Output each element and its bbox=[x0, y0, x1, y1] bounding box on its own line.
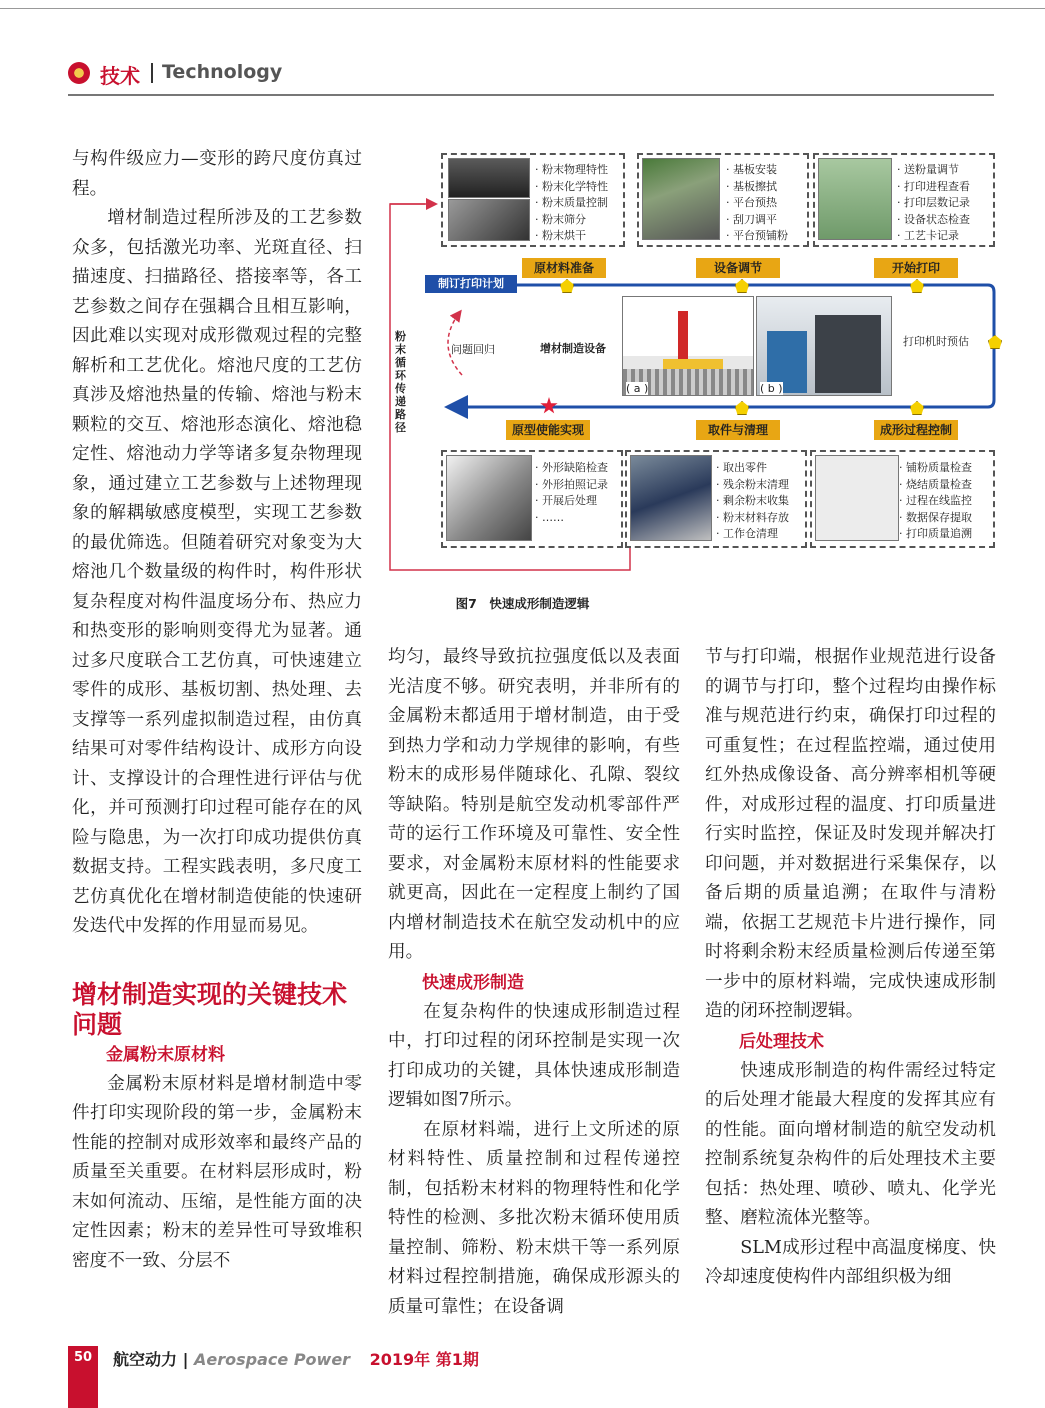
paragraph: 均匀，最终导致抗拉强度低以及表面光洁度不够。研究表明，并非所有的金属粉末都适用于增材制造，由于受到热力学和动力学规律的影响，有些粉末的成形易伴随球化、孔隙、裂纹等缺陷。特别是航空发动机零部件严苛的运行工作环境及可靠性、安全性要求，对金属粉末原材料的性能要求就更高，因此在一定程度上制约了国内增材制造技术在航空发动机中的应用。 bbox=[388, 647, 680, 962]
journal-name-en: Aerospace Power bbox=[194, 1350, 351, 1369]
printed-part-image bbox=[446, 455, 532, 541]
fig-list-raw-material: · 粉末物理特性 · 粉末化学特性 · 粉末质量控制 · 粉末筛分 · 粉末烘干 bbox=[535, 163, 608, 242]
header-separator bbox=[151, 63, 153, 83]
paragraph: 节与打印端，根据作业规范进行设备的调节与打印，整个过程均由操作标准与规范进行约束，确保打印过程的可重复性；在过程监控端，通过使用红外热成像设备、高分辨率相机等硬件，对成形过程的温度、打印质量进行实时监控，保证及时发现并解决打印问题，并对数据进行采集保存，以备后期的质量追溯；在取件与清粉端，依据工艺规范卡片进行操作，同时将剩余粉末经质量检测后传递至第一步中的原材料端，完成快速成形制造的闭环控制逻辑。 bbox=[705, 647, 996, 1021]
subheading: 快速成形制造 bbox=[422, 972, 524, 993]
powder-removal-image bbox=[630, 455, 712, 541]
subheading: 金属粉末原材料 bbox=[106, 1044, 225, 1065]
header-rule bbox=[68, 94, 994, 96]
top-rule bbox=[0, 8, 1045, 9]
fig-list-equipment: · 基板安装 · 基板擦拭 · 平台预热 · 刮刀调平 · 平台预铺粉 bbox=[726, 163, 788, 242]
melt-pool-schematic-image bbox=[622, 296, 754, 396]
stage-equipment-adjust: 设备调节 bbox=[696, 258, 780, 278]
equipment-label: 增材制造设备 bbox=[540, 342, 606, 355]
stage-part-removal: 取件与清理 bbox=[696, 420, 780, 440]
paragraph: 与构件级应力—变形的跨尺度仿真过程。 bbox=[72, 149, 362, 199]
subfigure-a-label: ( a ) bbox=[626, 382, 649, 395]
printer-machine-image bbox=[756, 296, 892, 396]
page-number: 50 bbox=[73, 1350, 93, 1365]
paragraph: 金属粉末原材料是增材制造中零件打印实现阶段的第一步，金属粉末性能的控制对成形效率和最终产品的质量至关重要。在材料层形成时，粉末如何流动、压缩，是性能方面的决定性因素；粉末的差异性可导致堆积密度不一致、分层不 bbox=[72, 1073, 362, 1271]
journal-name-cn: 航空动力 bbox=[113, 1350, 178, 1369]
preheat-label: 打印机时预估 bbox=[903, 335, 969, 348]
journal-logo-icon bbox=[68, 62, 90, 84]
stage-raw-material: 原材料准备 bbox=[522, 258, 606, 278]
fig-list-process-control: · 铺粉质量检查 · 烧结质量检查 · 过程在线监控 · 数据保存提取 · 打印质量追溯 bbox=[899, 461, 972, 540]
subfigure-b-label: ( b ) bbox=[760, 382, 783, 395]
figure-caption: 图7 快速成形制造逻辑 bbox=[455, 596, 590, 611]
stage-process-control: 成形过程控制 bbox=[874, 420, 958, 440]
section-title: 增材制造实现的关键技术问题 bbox=[72, 979, 348, 1039]
footer-separator: | bbox=[182, 1350, 189, 1369]
fig-list-prototype: · 外形缺陷检查 · 外形拍照记录 · 开展后处理 · …… bbox=[535, 461, 608, 524]
monitoring-image bbox=[815, 455, 899, 541]
print-plan-label: 制订打印计划 bbox=[425, 275, 517, 293]
subheading: 后处理技术 bbox=[739, 1031, 824, 1052]
column-1 bbox=[72, 145, 362, 1276]
return-label: 问题回归 bbox=[451, 343, 495, 356]
paragraph: 增材制造过程所涉及的工艺参数众多，包括激光功率、光斑直径、扫描速度、扫描路径、搭接率等，各工艺参数之间存在强耦合且相互影响，因此难以实现对成形微观过程的完整解析和工艺优化。熔池尺度的工艺仿真涉及熔池热量的传输、熔池与粉末颗粒的交互、熔池形态演化、熔池稳定性、熔池动力学等诸多复杂物理现象，通过建立工艺参数与上述物理现象的解耦敏感度模型，实现工艺参数的最优筛选。但随着研究对象变为大熔池几个数量级的构件时，构件形状复杂程度对构件温度场分布、热应力和热变形的影响则变得尤为显著。通过多尺度联合工艺仿真，可快速建立零件的成形、基板切割、热处理、去支撑等一系列虚拟制造过程，由仿真结果可对零件结构设计、成形方向设计、支撑设计的合理性进行评估与优化，并可预测打印过程可能存在的风险与隐患，为一次打印成功提供仿真数据支持。工程实践表明，多尺度工艺仿真优化在增材制造使能的快速研发迭代中发挥的作用显而易见。 bbox=[72, 208, 362, 936]
stage-start-printing: 开始打印 bbox=[874, 258, 958, 278]
section-label-cn: 技术 bbox=[100, 64, 140, 88]
paragraph: SLM成形过程中高温度梯度、快冷却速度使构件内部组织极为细 bbox=[705, 1237, 996, 1287]
fig-list-removal: · 取出零件 · 残余粉末清理 · 剩余粉末收集 · 粉末材料存放 · 工作仓清理 bbox=[716, 461, 789, 540]
column-3 bbox=[705, 643, 996, 1293]
powder-loop-label: 粉末循环传递路径 bbox=[395, 330, 406, 434]
issue-label: 2019年 第1期 bbox=[369, 1350, 479, 1369]
column-2 bbox=[388, 643, 680, 1322]
paragraph: 在复杂构件的快速成形制造过程中，打印过程的闭环控制是实现一次打印成功的关键，具体快速成形制造逻辑如图7所示。 bbox=[388, 1001, 680, 1110]
paragraph: 快速成形制造的构件需经过特定的后处理才能最大程度的发挥其应有的性能。面向增材制造的航空发动机控制系统复杂构件的后处理技术主要包括：热处理、喷砂、喷丸、化学光整、磨粒流体光整等。 bbox=[705, 1060, 996, 1228]
fig-list-printing: · 送粉量调节 · 打印进程查看 · 打印层数记录 · 设备状态检查 · 工艺卡记录 bbox=[897, 163, 970, 242]
journal-footer bbox=[113, 1347, 479, 1370]
section-label-en: Technology bbox=[162, 61, 283, 83]
paragraph: 在原材料端，进行上文所述的原材料特性、质量控制和过程传递控制，包括粉末材料的物理特性和化学特性的检测、多批次粉末循环使用质量控制、筛粉、粉末烘干等一系列原材料过程控制措施，确保成形源头的质量可靠性；在设备调 bbox=[388, 1119, 680, 1317]
stage-prototype: 原型使能实现 bbox=[506, 420, 590, 440]
